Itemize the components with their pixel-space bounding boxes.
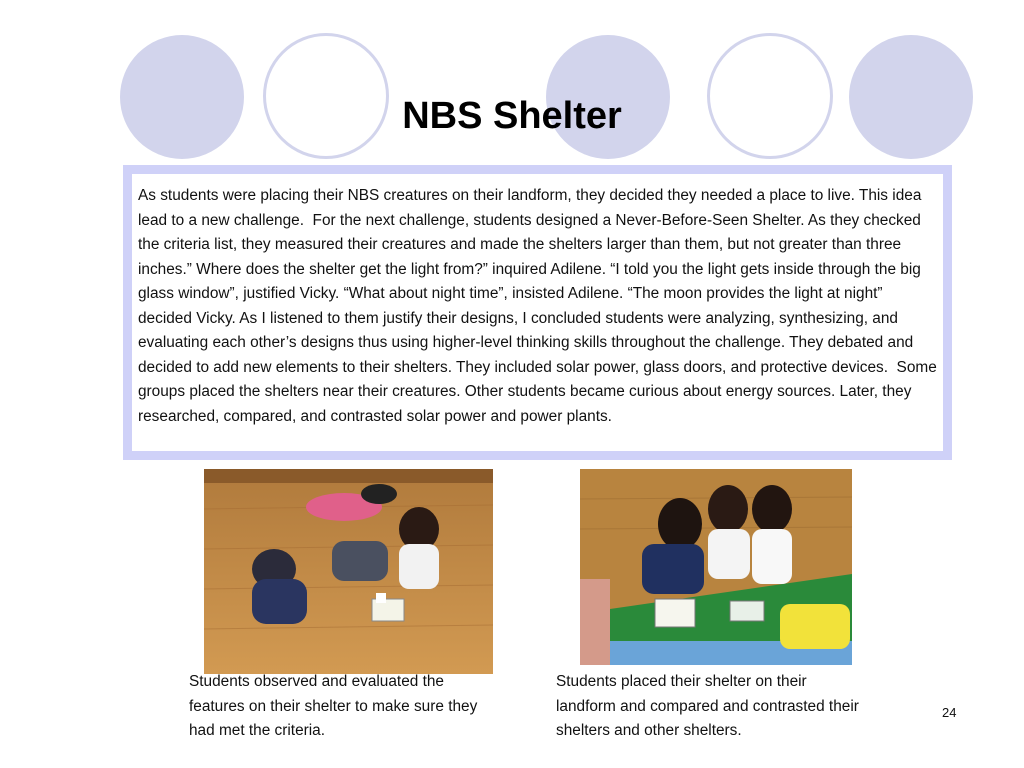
narrative-paragraph: As students were placing their NBS creatures on their landform, they decided they needed a place to live. This idea lead to a new challenge. For the next challenge, students designed a Never-Before-Seen Shelter. As they checked the criteria list, they measured their creatures and made the shelters larger than them, but not greater than three inches.” Where does the shelter get the light from?” inquired Adilene. “I told you the light gets inside through the big glass window”, justified Vicky. “What about night time”, insisted Adilene. “The moon provides the light at night” decided Vicky. As I listened to them justify their designs, I concluded students were analyzing, synthesizing, and evaluating each other’s designs thus using higher-level thinking skills throughout the challenge. They debated and decided to add new elements to their shelters. They included solar power, glass doors, and protective devices. Some groups placed the shelters near their creatures. Other students became curious about energy sources. Later, they researched, compared, and contrasted solar power and power plants. bbox=[138, 187, 942, 425]
classroom-photo-left bbox=[204, 469, 493, 674]
photo-students-observing-shelter bbox=[204, 469, 493, 674]
caption-right: Students placed their shelter on their landform and compared and contrasted their shelters and other shelters. bbox=[556, 673, 864, 739]
caption-left: Students observed and evaluated the features on their shelter to make sure they had met the criteria. bbox=[189, 673, 482, 739]
narrative-text-box bbox=[123, 165, 952, 460]
classroom-photo-right bbox=[580, 469, 852, 665]
slide-title: NBS Shelter bbox=[402, 95, 622, 137]
page-number: 24 bbox=[942, 705, 957, 720]
photo-students-placing-shelter bbox=[580, 469, 852, 665]
